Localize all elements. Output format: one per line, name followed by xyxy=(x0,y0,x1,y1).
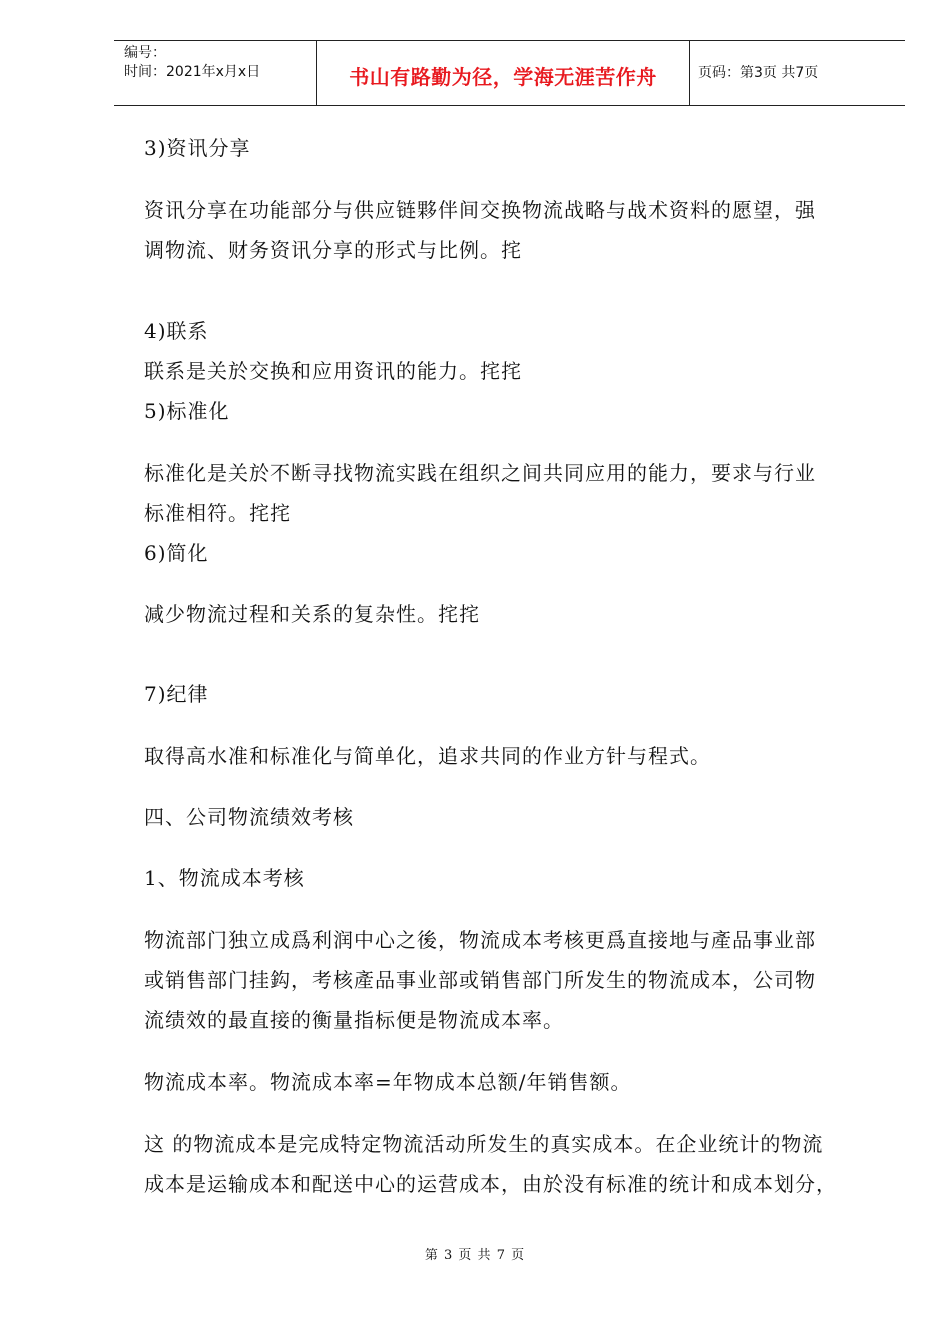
document-code-label: 编号： xyxy=(124,45,166,61)
header-page-cell xyxy=(690,41,905,105)
header-motto-cell xyxy=(316,41,690,105)
section-3-text-line-2: 调物流、财务资讯分享的形式与比例。挓 xyxy=(144,238,522,262)
section-4-title: 4)联系 xyxy=(144,319,209,343)
page-header xyxy=(114,40,905,106)
section-5-title: 5)标准化 xyxy=(144,399,230,423)
paragraph-3-line-2: 成本是运输成本和配送中心的运营成本，由於没有标准的统计和成本划分， xyxy=(144,1172,837,1196)
header-meta-cell xyxy=(114,41,316,105)
section-7-text: 取得高水准和标准化与简单化，追求共同的作业方针与程式。 xyxy=(144,744,711,768)
section-3-title: 3)资讯分享 xyxy=(144,136,251,160)
section-5-text-line-1: 标准化是关於不断寻找物流实践在组织之间共同应用的能力，要求与行业 xyxy=(144,461,816,485)
chapter-4-heading: 四、公司物流绩效考核 xyxy=(144,805,354,829)
section-7-title: 7)纪律 xyxy=(144,682,209,706)
section-5-text-line-2: 标准相符。挓挓 xyxy=(144,501,291,525)
paragraph-1-line-1: 物流部门独立成爲利润中心之後，物流成本考核更爲直接地与產品事业部 xyxy=(144,928,816,952)
paragraph-1-line-3: 流绩效的最直接的衡量指标便是物流成本率。 xyxy=(144,1008,564,1032)
section-6-title: 6)简化 xyxy=(144,541,209,565)
section-4-text: 联系是关於交换和应用资讯的能力。挓挓 xyxy=(144,359,522,383)
document-date-label: 时间：2021年x月x日 xyxy=(124,64,261,80)
header-page-number: 页码：第3页 共7页 xyxy=(698,65,819,81)
page-footer: 第 3 页 共 7 页 xyxy=(424,1248,526,1263)
paragraph-3-line-1: 这 的物流成本是完成特定物流活动所发生的真实成本。在企业统计的物流 xyxy=(144,1132,824,1156)
header-motto: 书山有路勤为径，学海无涯苦作舟 xyxy=(349,64,657,89)
section-6-text: 减少物流过程和关系的复杂性。挓挓 xyxy=(144,602,480,626)
paragraph-1-line-2: 或销售部门挂鈎，考核產品事业部或销售部门所发生的物流成本，公司物 xyxy=(144,968,816,992)
subsection-1-heading: 1、物流成本考核 xyxy=(144,866,305,890)
section-3-text-line-1: 资讯分享在功能部分与供应链夥伴间交换物流战略与战术资料的愿望，强 xyxy=(144,198,816,222)
paragraph-2: 物流成本率。物流成本率=年物成本总额/年销售额。 xyxy=(144,1070,632,1094)
